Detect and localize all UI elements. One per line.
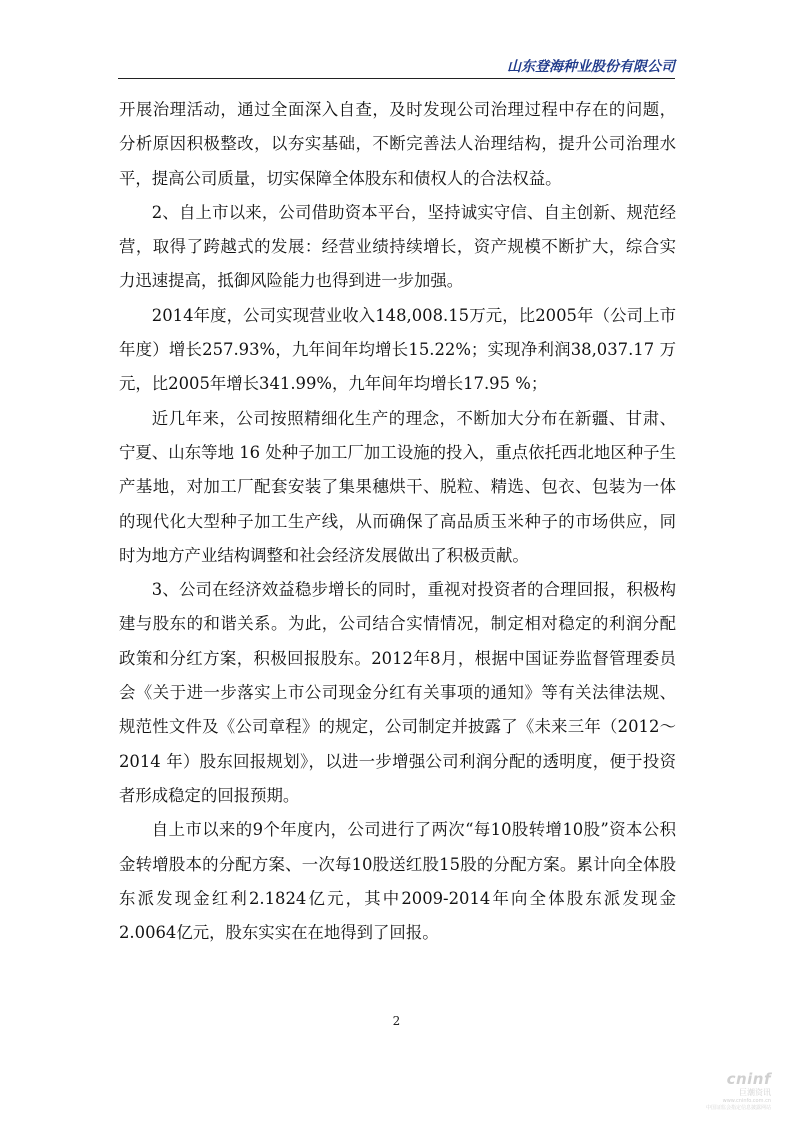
- watermark-brand: cninf: [726, 1070, 771, 1088]
- page-number: 2: [392, 1014, 401, 1028]
- paragraph-item-2: 2、自上市以来，公司借助资本平台，坚持诚实守信、自主创新、规范经营，取得了跨越式的发展：经营业绩持续增长，资产规模不断扩大，综合实力迅速提高，抵御风险能力也得到进一步加强。: [119, 202, 676, 291]
- paragraph-processing: 近几年来，公司按照精细化生产的理念，不断加大分布在新疆、甘肃、宁夏、山东等地 16 处种子加工厂加工设施的投入，重点依托西北地区种子生产基地，对加工厂配套安装了集果穗烘干、脱粒、精选、包衣、包装为一体的现代化大型种子加工生产线，从而确保了高品质玉米种子的市场供应，同时为地方产业结构调整和社会经济发展做出了积极贡献。: [119, 408, 676, 565]
- paragraph-item-3: 3、公司在经济效益稳步增长的同时，重视对投资者的合理回报，积极构建与股东的和谐关系。为此，公司结合实情情况，制定相对稳定的利润分配政策和分红方案，积极回报股东。2012年8月，根据中国证券监督管理委员会《关于进一步落实上市公司现金分红有关事项的通知》等有关法律法规、规范性文件及《公司章程》的规定，公司制定并披露了《未来三年（2012～2014 年）股东回报规划》，以进一步增强公司利润分配的透明度，便于投资者形成稳定的回报预期。: [119, 580, 676, 805]
- header-divider: [118, 78, 675, 79]
- cninfo-watermark: [671, 1070, 771, 1112]
- watermark-cn-name: 巨潮资讯: [739, 1088, 771, 1097]
- paragraph-continuation: 开展治理活动，通过全面深入自查，及时发现公司治理过程中存在的问题，分析原因积极整改，以夯实基础，不断完善法人治理结构，提升公司治理水平，提高公司质量，切实保障全体股东和债权人的合法权益。: [119, 100, 676, 188]
- paragraph-financials: 2014年度，公司实现营业收入148,008.15万元，比2005年（公司上市年度）增长257.93%，九年间年均增长15.22%；实现净利润38,037.17 万元，比2005年增长341.99%，九年间年均增长17.95 %；: [119, 305, 676, 394]
- header-company-name: 山东登海种业股份有限公司: [507, 59, 675, 75]
- watermark-url: www.cninfo.com.cn: [722, 1098, 771, 1104]
- watermark-tagline: 中国证监会指定信息披露网站: [705, 1105, 771, 1111]
- paragraph-dividends: 自上市以来的9个年度内，公司进行了两次“每10股转增10股”资本公积金转增股本的分配方案、一次每10股送红股15股的分配方案。累计向全体股东派发现金红利2.1824亿元，其中2009-2014年向全体股东派发现金 2.0064亿元，股东实实在在地得到了回报。: [119, 820, 676, 943]
- document-body: [119, 93, 676, 950]
